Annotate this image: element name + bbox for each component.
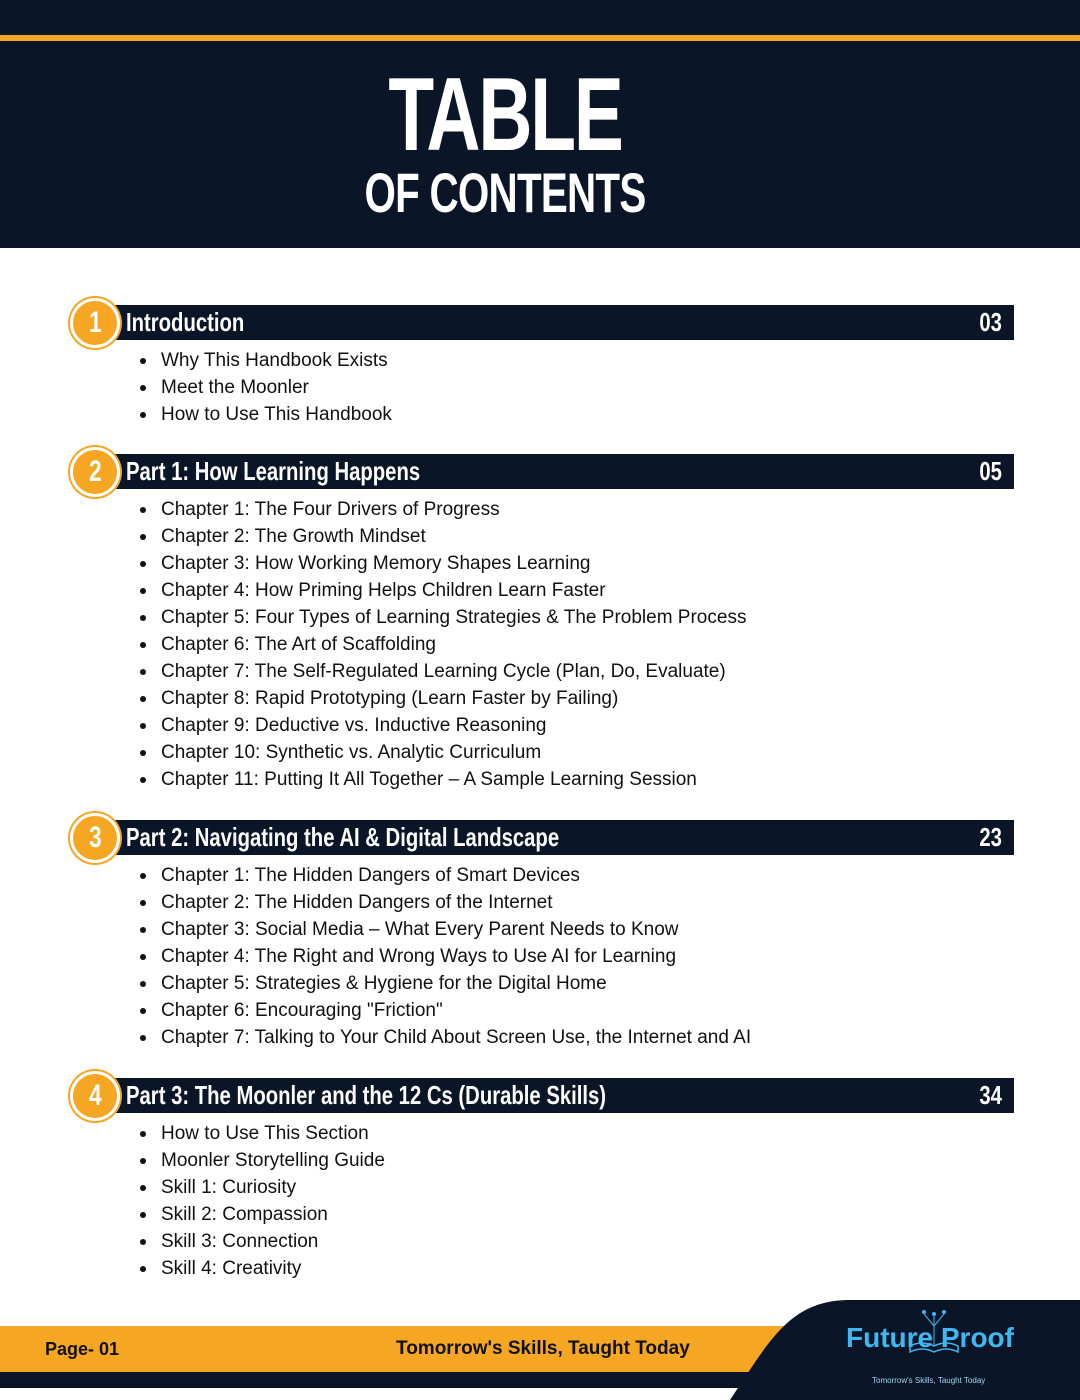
list-item[interactable]: Chapter 6: Encouraging "Friction" <box>137 997 751 1024</box>
section-number-badge: 2 <box>70 447 120 497</box>
list-item[interactable]: Skill 4: Creativity <box>137 1255 385 1282</box>
page-title: TABLE <box>388 57 622 173</box>
list-item[interactable]: Chapter 8: Rapid Prototyping (Learn Faster by Failing) <box>137 685 746 712</box>
section-title: Part 2: Navigating the AI & Digital Landscape <box>126 822 560 852</box>
section-header-bar[interactable] <box>112 454 1014 489</box>
section-title: Introduction <box>126 307 245 337</box>
section-header-bar[interactable] <box>112 1078 1014 1113</box>
list-item[interactable]: Chapter 10: Synthetic vs. Analytic Curriculum <box>137 739 746 766</box>
page-subtitle: OF CONTENTS <box>364 161 646 224</box>
section-page-number: 34 <box>979 1080 1002 1110</box>
list-item[interactable]: Chapter 2: The Hidden Dangers of the Internet <box>137 889 751 916</box>
brand-logo-text[interactable]: Future Proof <box>846 1322 1014 1353</box>
footer-tagline: Tomorrow's Skills, Taught Today <box>396 1338 690 1359</box>
list-item[interactable]: Chapter 5: Strategies & Hygiene for the Digital Home <box>137 970 751 997</box>
section-title: Part 3: The Moonler and the 12 Cs (Durable Skills) <box>126 1080 607 1110</box>
list-item[interactable]: Chapter 7: The Self-Regulated Learning Cycle (Plan, Do, Evaluate) <box>137 658 746 685</box>
list-item[interactable]: Chapter 11: Putting It All Together – A Sample Learning Session <box>137 766 746 793</box>
footer-page-label: Page- 01 <box>45 1339 120 1359</box>
section-page-number: 05 <box>979 456 1002 486</box>
list-item[interactable]: How to Use This Handbook <box>137 401 392 428</box>
list-item[interactable]: Chapter 3: How Working Memory Shapes Learning <box>137 550 746 577</box>
list-item[interactable]: Chapter 4: The Right and Wrong Ways to Use AI for Learning <box>137 943 751 970</box>
list-item[interactable]: Chapter 2: The Growth Mindset <box>137 523 746 550</box>
section-title: Part 1: How Learning Happens <box>126 456 421 486</box>
list-item[interactable]: Chapter 3: Social Media – What Every Parent Needs to Know <box>137 916 751 943</box>
section-item-list <box>137 1120 385 1282</box>
list-item[interactable]: Moonler Storytelling Guide <box>137 1147 385 1174</box>
list-item[interactable]: Skill 1: Curiosity <box>137 1174 385 1201</box>
brand-logo-tagline: Tomorrow's Skills, Taught Today <box>872 1376 986 1385</box>
section-page-number: 03 <box>979 307 1002 337</box>
header-accent-stripe <box>0 35 1080 41</box>
section-number-badge: 4 <box>70 1071 120 1121</box>
section-item-list <box>137 496 746 793</box>
list-item[interactable]: Chapter 1: The Hidden Dangers of Smart Devices <box>137 862 751 889</box>
list-item[interactable]: Skill 2: Compassion <box>137 1201 385 1228</box>
section-header-bar[interactable] <box>112 820 1014 855</box>
section-item-list <box>137 347 392 428</box>
list-item[interactable]: How to Use This Section <box>137 1120 385 1147</box>
list-item[interactable]: Chapter 1: The Four Drivers of Progress <box>137 496 746 523</box>
section-number-badge: 1 <box>70 298 120 348</box>
section-header-bar[interactable] <box>112 305 1014 340</box>
list-item[interactable]: Why This Handbook Exists <box>137 347 392 374</box>
section-page-number: 23 <box>979 822 1002 852</box>
list-item[interactable]: Chapter 7: Talking to Your Child About Screen Use, the Internet and AI <box>137 1024 751 1051</box>
section-number-badge: 3 <box>70 813 120 863</box>
section-item-list <box>137 862 751 1051</box>
list-item[interactable]: Chapter 5: Four Types of Learning Strategies & The Problem Process <box>137 604 746 631</box>
list-item[interactable]: Chapter 4: How Priming Helps Children Learn Faster <box>137 577 746 604</box>
list-item[interactable]: Chapter 6: The Art of Scaffolding <box>137 631 746 658</box>
list-item[interactable]: Chapter 9: Deductive vs. Inductive Reasoning <box>137 712 746 739</box>
list-item[interactable]: Meet the Moonler <box>137 374 392 401</box>
list-item[interactable]: Skill 3: Connection <box>137 1228 385 1255</box>
